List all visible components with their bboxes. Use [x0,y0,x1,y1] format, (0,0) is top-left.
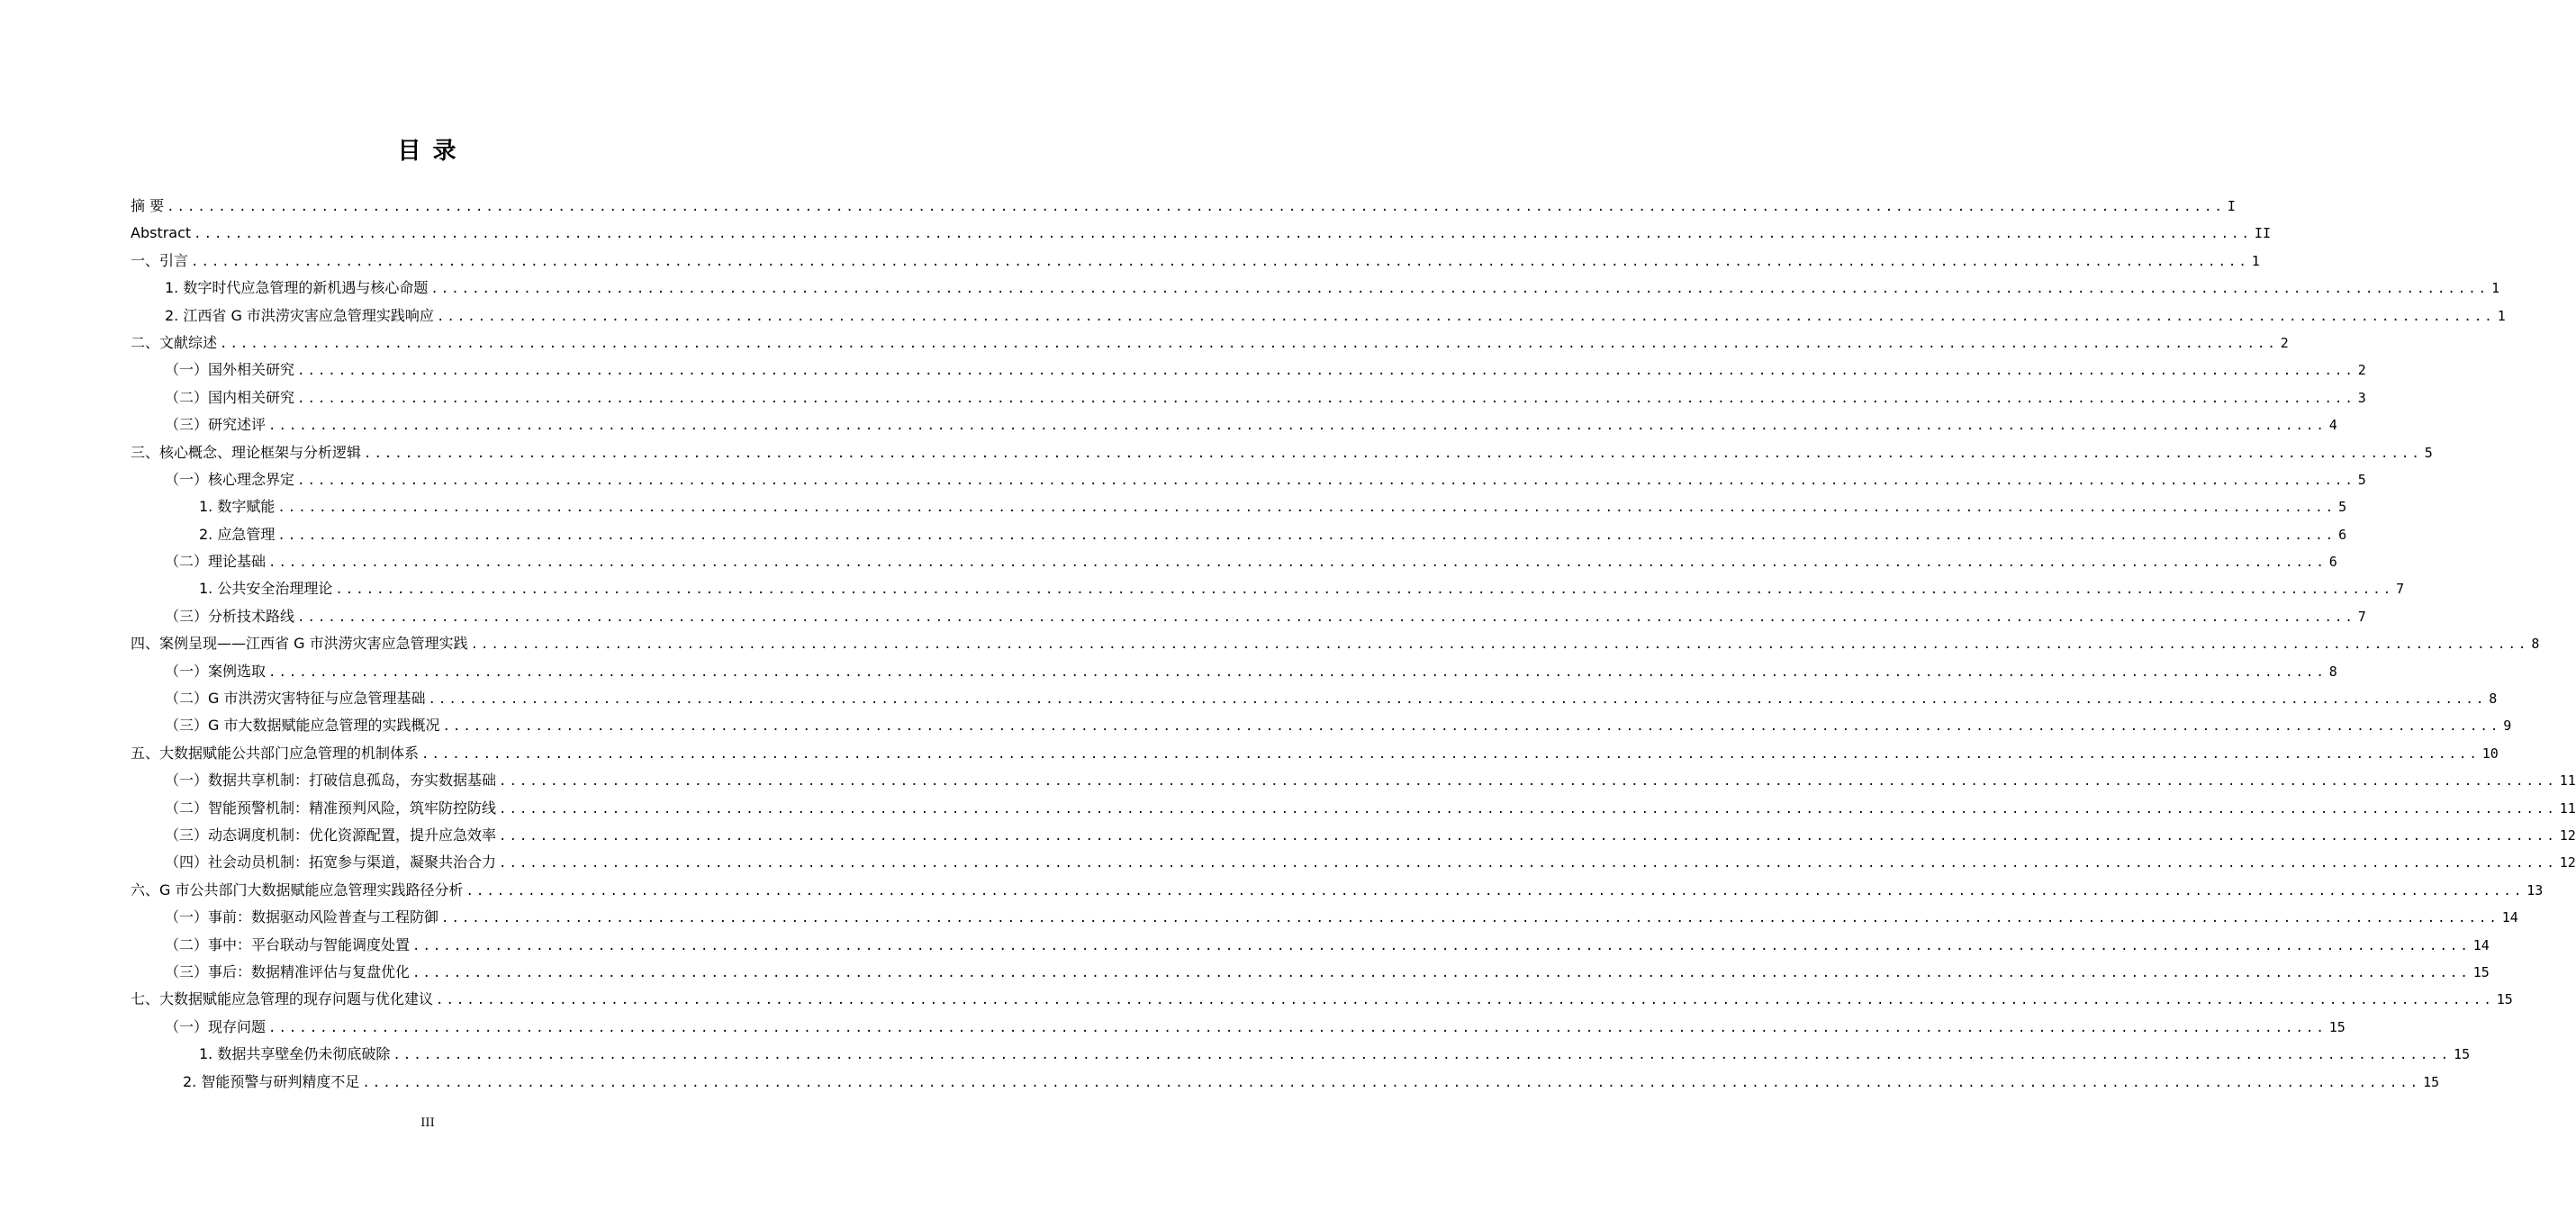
toc-entry-title: 五、大数据赋能公共部门应急管理的机制体系 [131,744,420,762]
toc-entry-title: 1. 公共安全治理理论 [199,580,333,598]
toc-entry-page: 6 [2338,526,2347,543]
toc-entry[interactable] [131,330,2289,357]
toc-entry[interactable] [131,658,2337,685]
toc-entry-page: 1 [2251,252,2260,269]
dot-leader: ........................................................................................................................................................................................................ [220,336,2278,351]
toc-entry[interactable] [131,795,2576,822]
dot-leader: ........................................................................................................................................................................................................ [297,391,2355,406]
dot-leader: ........................................................................................................................................................................................................ [499,856,2557,871]
dot-leader: ........................................................................................................................................................................................................ [393,1048,2452,1063]
toc-entry-title: 1. 数据共享壁垒仍未彻底破除 [199,1045,391,1063]
toc-entry[interactable] [131,603,2366,630]
toc-entry-title: （一）数据共享机制：打破信息孤岛，夯实数据基础 [165,772,497,790]
toc-entry-page: 14 [2501,909,2518,926]
toc-entry[interactable] [131,193,2236,220]
dot-leader: ........................................................................................................................................................................................................ [335,582,2394,598]
toc-entry-title: （一）案例选取 [165,662,267,680]
dot-leader: ........................................................................................................................................................................................................ [442,719,2501,735]
toc-entry[interactable] [131,548,2337,575]
dot-leader: ........................................................................................................................................................................................................ [436,993,2494,1008]
toc-entry-page: 7 [2396,581,2405,598]
toc-entry[interactable] [131,630,2540,657]
dot-leader: ........................................................................................................................................................................................................ [436,309,2495,324]
toc-entry[interactable] [131,877,2544,904]
dot-leader: ........................................................................................................................................................................................................ [364,446,2422,461]
toc-entry[interactable] [131,521,2347,548]
toc-entry-page: II [2254,225,2271,242]
dot-leader: ........................................................................................................................................................................................................ [268,419,2327,434]
toc-entry[interactable] [131,220,2271,247]
toc-entry[interactable] [131,767,2576,794]
toc-entry-title: 2. 应急管理 [199,525,276,543]
dot-leader: ........................................................................................................................................................................................................ [297,473,2355,488]
toc-entry[interactable] [131,493,2347,520]
toc-entry-page: 8 [2489,691,2498,708]
dot-leader: ........................................................................................................................................................................................................ [297,610,2355,625]
toc-entry-page: I [2227,198,2236,214]
toc-entry[interactable] [131,275,2500,302]
dot-leader: ........................................................................................................................................................................................................ [470,637,2529,653]
toc-entry-title: 一、引言 [131,251,189,269]
toc-entry-page: 4 [2328,417,2337,434]
toc-entry-title: （三）事后：数据精准评估与复盘优化 [165,962,411,980]
toc-entry-title: （一）国外相关研究 [165,361,295,379]
toc-entry[interactable] [131,575,2405,602]
toc-entry-page: 12 [2559,854,2576,871]
toc-entry-page: 11 [2559,799,2576,817]
toc-entry-page: 12 [2559,826,2576,844]
toc-entry-page: 10 [2481,745,2499,762]
page-number: III [420,1116,435,1130]
toc-entry[interactable] [131,1041,2471,1068]
toc-entry-page: 5 [2424,444,2433,461]
dot-leader: ........................................................................................................................................................................................................ [499,774,2557,790]
toc-entry-page: 11 [2559,772,2576,790]
dot-leader: ........................................................................................................................................................................................................ [191,254,2249,269]
toc-entry-page: 14 [2472,936,2490,953]
table-of-contents [131,193,2576,1096]
toc-entry-page: 6 [2328,554,2337,571]
toc-entry[interactable] [131,384,2366,411]
toc-entry-title: （三）分析技术路线 [165,607,295,625]
toc-entry-title: 1. 数字赋能 [199,498,276,516]
toc-entry-page: 2 [2280,334,2289,351]
toc-entry[interactable] [131,1069,2440,1096]
toc-entry-title: （四）社会动员机制：拓宽参与渠道，凝聚共治合力 [165,853,497,871]
toc-entry[interactable] [131,959,2490,986]
dot-leader: ........................................................................................................................................................................................................ [499,828,2557,844]
dot-leader: ........................................................................................................................................................................................................ [412,938,2471,953]
toc-entry-title: （三）动态调度机制：优化资源配置，提升应急效率 [165,826,497,844]
toc-entry-title: 2. 江西省 G 市洪涝灾害应急管理实践响应 [165,306,434,324]
toc-entry-page: 8 [2328,663,2337,680]
dot-leader: ........................................................................................................................................................................................................ [268,1020,2327,1035]
toc-entry[interactable] [131,740,2499,767]
toc-entry-page: 15 [2454,1046,2471,1063]
toc-entry-title: （二）智能预警机制：精准预判风险，筑牢防控防线 [165,799,497,817]
toc-entry-title: （二）国内相关研究 [165,388,295,406]
dot-leader: ........................................................................................................................................................................................................ [412,965,2471,980]
toc-entry[interactable] [131,302,2506,330]
toc-entry[interactable] [131,439,2433,466]
toc-entry-title: （一）现存问题 [165,1017,267,1035]
dot-leader: ........................................................................................................................................................................................................ [277,528,2336,543]
toc-entry-page: 1 [2491,280,2500,297]
toc-entry-title: （三）研究述评 [165,416,267,434]
toc-entry-title: 2. 智能预警与研判精度不足 [183,1072,360,1090]
dot-leader: ........................................................................................................................................................................................................ [441,911,2499,926]
toc-entry-page: 5 [2357,471,2366,488]
toc-entry-title: （三）G 市大数据赋能应急管理的实践概况 [165,717,440,735]
toc-title: 目 录 [397,138,458,165]
dot-leader: ........................................................................................................................................................................................................ [268,555,2327,571]
dot-leader: ........................................................................................................................................................................................................ [297,364,2355,379]
dot-leader: ........................................................................................................................................................................................................ [362,1075,2421,1090]
toc-entry[interactable] [131,411,2337,438]
toc-entry-page: 5 [2338,499,2347,516]
dot-leader: ........................................................................................................................................................................................................ [277,501,2336,516]
dot-leader: ........................................................................................................................................................................................................ [268,664,2327,680]
toc-entry-title: 七、大数据赋能应急管理的现存问题与优化建议 [131,990,434,1008]
dot-leader: ........................................................................................................................................................................................................ [428,692,2487,708]
toc-entry-title: 二、文献综述 [131,333,218,351]
toc-entry-page: 9 [2503,718,2512,735]
toc-entry-page: 15 [2472,963,2490,980]
toc-entry-title: （二）G 市洪涝灾害特征与应急管理基础 [165,690,426,708]
toc-entry-title: 六、G 市公共部门大数据赋能应急管理实践路径分析 [131,880,464,898]
toc-entry[interactable] [131,357,2366,384]
toc-entry-title: 三、核心概念、理论框架与分析逻辑 [131,443,362,461]
toc-entry-title: 1. 数字时代应急管理的新机遇与核心命题 [165,279,429,297]
toc-entry-title: （一）核心理念界定 [165,470,295,488]
toc-entry-page: 15 [2328,1018,2346,1035]
toc-entry[interactable] [131,904,2518,931]
toc-entry-page: 13 [2526,881,2544,898]
toc-entry-title: 四、案例呈现——江西省 G 市洪涝灾害应急管理实践 [131,635,468,653]
dot-leader: ........................................................................................................................................................................................................ [430,282,2490,297]
toc-entry-page: 15 [2496,991,2513,1008]
toc-entry-page: 7 [2357,608,2366,625]
toc-entry[interactable] [131,1014,2346,1041]
toc-entry[interactable] [131,986,2513,1013]
toc-entry[interactable] [131,712,2512,739]
toc-entry-title: Abstract [131,224,192,242]
toc-entry[interactable] [131,822,2576,849]
dot-leader: ........................................................................................................................................................................................................ [194,227,2252,242]
dot-leader: ........................................................................................................................................................................................................ [499,801,2557,817]
toc-entry[interactable] [131,466,2366,493]
dot-leader: ........................................................................................................................................................................................................ [167,200,2225,214]
toc-entry-page: 3 [2357,389,2366,406]
toc-entry[interactable] [131,248,2260,275]
toc-entry-title: （二）事中：平台联动与智能调度处置 [165,935,411,953]
toc-entry-page: 1 [2497,307,2506,324]
toc-entry-title: （二）理论基础 [165,553,267,571]
toc-entry[interactable] [131,849,2576,876]
toc-entry[interactable] [131,685,2498,712]
dot-leader: ........................................................................................................................................................................................................ [465,883,2525,898]
toc-entry-page: 8 [2531,636,2540,653]
toc-entry-title: 摘 要 [131,197,165,214]
toc-entry-title: （一）事前：数据驱动风险普查与工程防御 [165,908,439,926]
toc-entry[interactable] [131,932,2490,959]
toc-entry-page: 15 [2423,1073,2440,1090]
toc-entry-page: 2 [2357,362,2366,379]
dot-leader: ........................................................................................................................................................................................................ [421,746,2480,762]
